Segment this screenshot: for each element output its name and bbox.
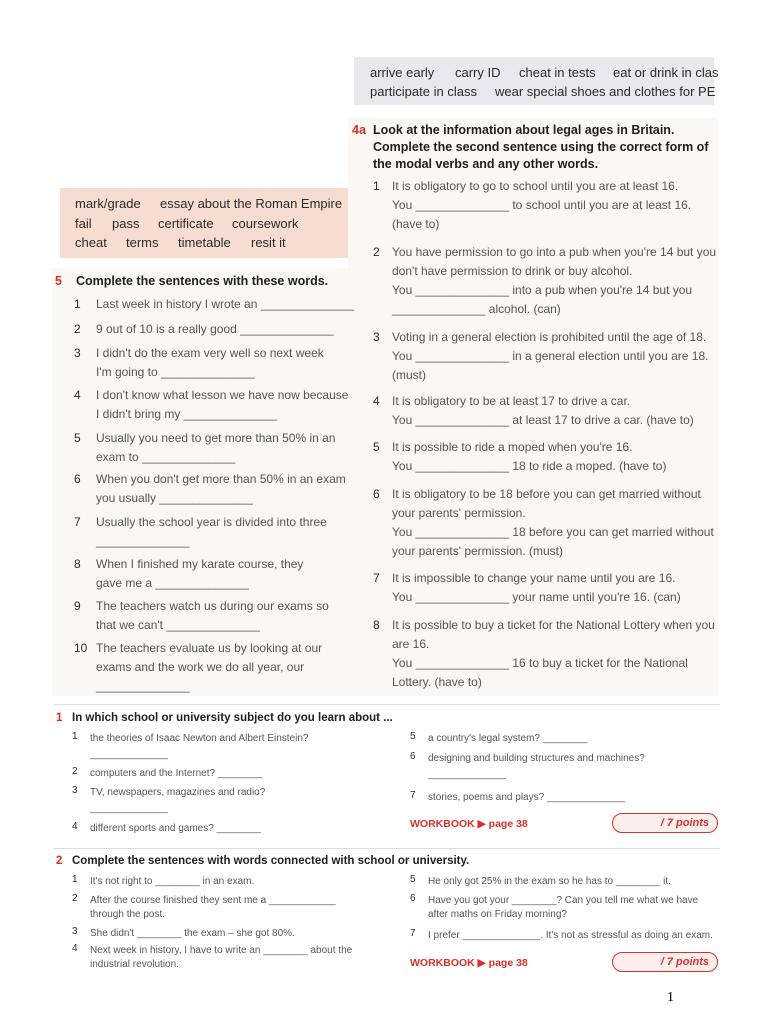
test1-item-line: the theories of Isaac Newton and Albert Einstein? <box>90 733 309 744</box>
exercise-4a-item-number: 5 <box>373 440 380 454</box>
test1-item-number: 4 <box>72 821 78 832</box>
exercise-4a-item-line: Lottery. (have to) <box>392 675 482 689</box>
exercise-4a-item-number: 3 <box>373 330 380 344</box>
test1-item-number: 7 <box>410 790 416 801</box>
exercise-5-item-line: exams and the work we do all year, our <box>96 660 305 674</box>
divider <box>54 704 720 705</box>
word-wear-special-shoes: wear special shoes and clothes for PE <box>495 84 716 99</box>
exercise-4a-item-line: You ______________ 18 before you can get married without <box>392 525 714 539</box>
exercise-4a-item-line: (have to) <box>392 217 440 231</box>
word-arrive-early: arrive early <box>370 65 435 80</box>
test2-item-line: It's not right to ________ in an exam. <box>90 876 255 887</box>
test1-points-badge: / 7 points <box>612 813 718 833</box>
exercise-5-item-number: 4 <box>74 388 81 402</box>
word-timetable: timetable <box>178 235 231 250</box>
test1-item-line: computers and the Internet? ________ <box>90 768 263 779</box>
word-resit-it: resit it <box>251 235 286 250</box>
exercise-4a-item-line: ______________ alcohol. (can) <box>392 302 561 316</box>
test2-item-number: 2 <box>72 893 78 904</box>
exercise-4a-item-line: You ______________ at least 17 to drive a car. (have to) <box>392 413 694 427</box>
test1-item-line: TV, newspapers, magazines and radio? <box>90 787 266 798</box>
exercise-4a-item-line: It is obligatory to be at least 17 to drive a car. <box>392 394 631 408</box>
test2-instruction: Complete the sentences with words connected with school or university. <box>72 855 470 867</box>
exercise-5-item-line: exam to ______________ <box>96 450 236 464</box>
exercise-4a-item-line: (must) <box>392 368 426 382</box>
test1-workbook-link[interactable]: WORKBOOK ▶ page 38 <box>410 818 528 830</box>
exercise-4a-instruction-2: Complete the second sentence using the correct form of <box>373 140 709 154</box>
exercise-4a-item-line: You ______________ into a pub when you're 14 but you <box>392 283 693 297</box>
exercise-5-item-line: The teachers evaluate us by looking at our <box>96 641 323 655</box>
test2-item-number: 5 <box>410 874 416 885</box>
test2-item-line: through the post. <box>90 909 166 920</box>
exercise-4a-item-line: It is impossible to change your name until you are 16. <box>392 571 676 585</box>
exercise-4a-item-number: 1 <box>373 179 380 193</box>
word-certificate: certificate <box>158 216 214 231</box>
test1-item-line: different sports and games? ________ <box>90 823 262 834</box>
exercise-5-item-line: Usually the school year is divided into three <box>96 515 327 529</box>
word-pass: pass <box>112 216 140 231</box>
exercise-4a-item-line: your parents' permission. (must) <box>392 544 564 558</box>
word-fail: fail <box>75 216 92 231</box>
exercise-4a-item-line: don't have permission to drink or buy alcohol. <box>392 264 633 278</box>
exercise-5-item-number: 6 <box>74 472 81 486</box>
test2-item-line: Next week in history, I have to write an ________ about the <box>90 945 353 956</box>
exercise-5-item-line: The teachers watch us during our exams so <box>96 599 329 613</box>
word-essay: essay about the Roman Empire <box>160 196 343 211</box>
test1-item-line: ______________ <box>90 803 168 814</box>
exercise-5-item-line: Last week in history I wrote an ______________ <box>96 297 355 311</box>
exercise-5-item-number: 10 <box>74 641 88 655</box>
exercise-4a-item-line: are 16. <box>392 637 430 651</box>
test1-item-line: designing and building structures and machines? <box>428 753 645 764</box>
test1-item-number: 5 <box>410 731 416 742</box>
exercise-4a-item-number: 4 <box>373 394 380 408</box>
exercise-5-item-number: 9 <box>74 599 81 613</box>
word-eat-or-drink: eat or drink in clas <box>613 65 719 80</box>
exercise-5-item-number: 2 <box>74 322 81 336</box>
word-box-top <box>354 57 719 105</box>
exercise-4a-number: 4a <box>352 123 366 137</box>
word-cheat-in-tests: cheat in tests <box>519 65 596 80</box>
exercise-4a-item-line: You ______________ your name until you're 16. (can) <box>392 590 681 604</box>
exercise-5-item-line: Usually you need to get more than 50% in an <box>96 431 336 445</box>
exercise-4a-item-line: It is obligatory to go to school until you are at least 16. <box>392 179 679 193</box>
exercise-4a-item-number: 6 <box>373 487 380 501</box>
word-box-left <box>60 188 348 258</box>
exercise-4a-item-line: It is obligatory to be 18 before you can get married without <box>392 487 701 501</box>
test1-instruction: In which school or university subject do you learn about ... <box>72 712 393 724</box>
exercise-5-item-line: I didn't bring my ______________ <box>96 407 278 421</box>
test1-item-number: 2 <box>72 766 78 777</box>
exercise-4a-item-line: You ______________ 16 to buy a ticket for the National <box>392 656 688 670</box>
test2-item-line: He only got 25% in the exam so he has to ________ it. <box>428 876 671 887</box>
exercise-4a-instruction-3: the modal verbs and any other words. <box>373 157 599 171</box>
exercise-5-item-number: 3 <box>74 346 81 360</box>
test1-item-line: ______________ <box>90 749 168 760</box>
exercise-4a-item-line: You ______________ in a general election until you are 18. <box>392 349 709 363</box>
test2-item-number: 6 <box>410 893 416 904</box>
test2-item-line: After the course finished they sent me a ____________ <box>90 895 336 906</box>
test2-item-line: I prefer ______________. It's not as stressful as doing an exam. <box>428 930 713 941</box>
test2-workbook-link[interactable]: WORKBOOK ▶ page 38 <box>410 957 528 969</box>
exercise-5-item-line: gave me a ______________ <box>96 576 249 590</box>
exercise-5-item-number: 8 <box>74 557 81 571</box>
word-mark-grade: mark/grade <box>75 196 141 211</box>
exercise-5-instruction: Complete the sentences with these words. <box>76 274 329 288</box>
test2-points-badge: / 7 points <box>612 952 718 972</box>
test2-item-line: industrial revolution. <box>90 959 179 970</box>
word-cheat: cheat <box>75 235 107 250</box>
exercise-5-item-line: When you don't get more than 50% in an exam <box>96 472 346 486</box>
exercise-4a-item-line: your parents' permission. <box>392 506 526 520</box>
exercise-5-item-number: 1 <box>74 297 81 311</box>
test1-number: 1 <box>56 712 63 724</box>
test1-item-line: stories, poems and plays? ______________ <box>428 792 625 803</box>
test1-item-number: 3 <box>72 785 78 796</box>
exercise-5-item-line: you usually ______________ <box>96 491 253 505</box>
exercise-4a-item-line: You ______________ to school until you are at least 16. <box>392 198 692 212</box>
exercise-4a-item-number: 8 <box>373 618 380 632</box>
exercise-4a-item-line: It is possible to buy a ticket for the National Lottery when you <box>392 618 715 632</box>
test2-item-number: 3 <box>72 926 78 937</box>
word-coursework: coursework <box>232 216 299 231</box>
exercise-5-item-line: I didn't do the exam very well so next week <box>96 346 324 360</box>
exercise-4a-instruction-1: Look at the information about legal ages in Britain. <box>373 123 675 137</box>
exercise-4a-item-line: You ______________ 18 to ride a moped. (have to) <box>392 459 667 473</box>
exercise-5-item-line: that we can't ______________ <box>96 618 260 632</box>
test1-item-line: ______________ <box>428 769 506 780</box>
exercise-5-item-number: 7 <box>74 515 81 529</box>
test2-item-number: 7 <box>410 928 416 939</box>
exercise-5-item-line: I'm going to ______________ <box>96 365 255 379</box>
exercise-5-item-line: 9 out of 10 is a really good ______________ <box>96 322 334 336</box>
test2-item-line: Have you got your ________? Can you tell me what we have <box>428 895 699 906</box>
test2-item-number: 4 <box>72 943 78 954</box>
test2-item-line: after maths on Friday morning? <box>428 909 567 920</box>
exercise-5-number: 5 <box>55 274 62 288</box>
test1-item-number: 6 <box>410 751 416 762</box>
exercise-5-item-line: When I finished my karate course, they <box>96 557 304 571</box>
exercise-4a-item-number: 7 <box>373 571 380 585</box>
exercise-5-item-number: 5 <box>74 431 81 445</box>
exercise-5-item-line: ______________ <box>96 679 190 693</box>
test1-item-line: a country's legal system? ________ <box>428 733 588 744</box>
exercise-4a-item-number: 2 <box>373 245 380 259</box>
test2-item-number: 1 <box>72 874 78 885</box>
exercise-5-item-line: ______________ <box>96 534 190 548</box>
word-participate-in-class: participate in class <box>370 84 477 99</box>
test2-number: 2 <box>56 855 63 867</box>
exercise-4a-item-line: Voting in a general election is prohibited until the age of 18. <box>392 330 707 344</box>
exercise-5-item-line: I don't know what lesson we have now because <box>96 388 349 402</box>
exercise-4a-item-line: It is possible to ride a moped when you're 16. <box>392 440 633 454</box>
test2-item-line: She didn't ________ the exam – she got 80%. <box>90 928 295 939</box>
divider <box>54 848 720 849</box>
page-number: 1 <box>667 990 674 1005</box>
word-terms: terms <box>126 235 159 250</box>
word-carry-id: carry ID <box>455 65 501 80</box>
test1-item-number: 1 <box>72 731 78 742</box>
exercise-4a-item-line: You have permission to go into a pub when you're 14 but you <box>392 245 717 259</box>
